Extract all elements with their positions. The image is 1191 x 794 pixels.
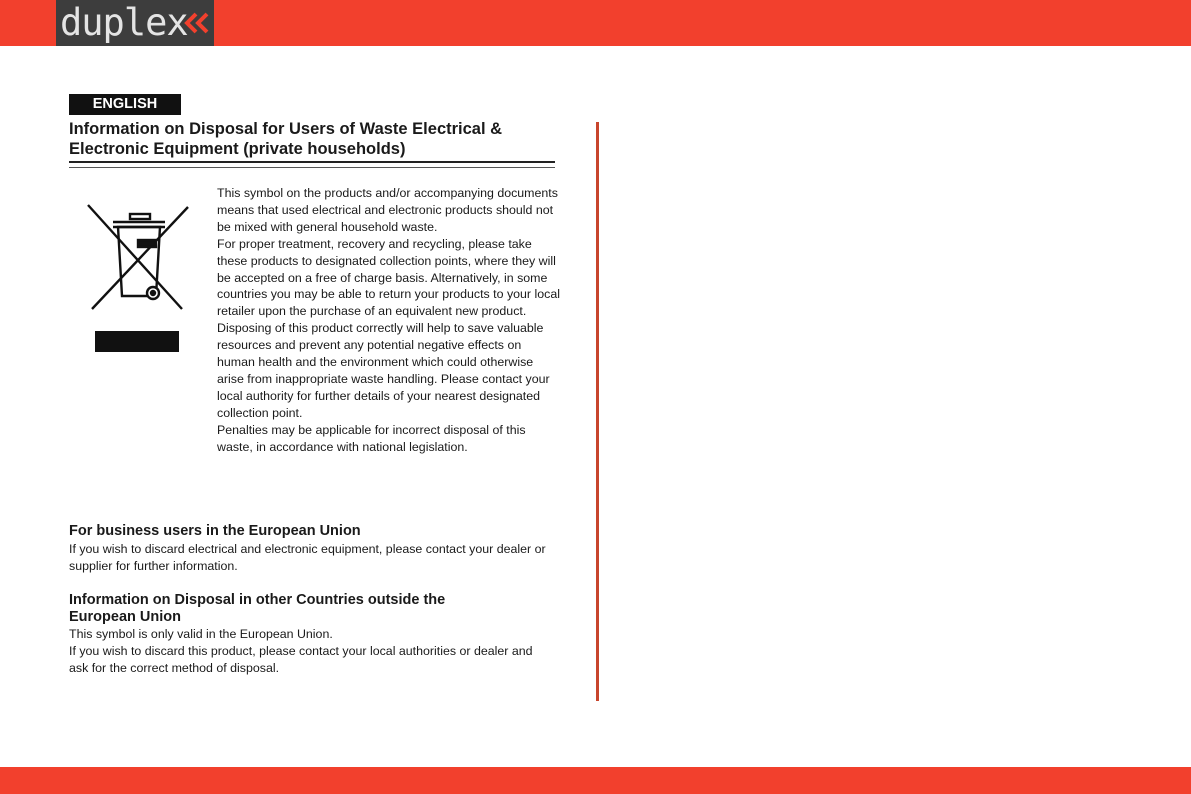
double-chevron-icon — [184, 12, 210, 34]
symbol-paragraph: Disposing of this product correctly will help to save valuable resources and prevent any potential negative effects on human health and the environment which could otherwise arise from inappropriate waste handling. Please contact your local authority for further details of your nearest designated collection point. — [217, 321, 550, 420]
symbol-description — [217, 185, 562, 456]
language-badge: ENGLISH — [69, 94, 181, 115]
logo-text: duplex — [60, 1, 188, 44]
crossed-bin-icon — [86, 203, 190, 311]
symbol-paragraph: This symbol on the products and/or accompanying documents means that used electrical and electronic products should not be mixed with general household waste. — [217, 186, 558, 234]
weee-bar — [95, 331, 179, 352]
symbol-paragraph: For proper treatment, recovery and recycling, please take these products to designated collection points, where they will be accepted on a free of charge basis. Alternatively, in some countries you may be able to return your products to your local retailer upon the purchase of an equivalent new product. — [217, 236, 560, 319]
duplex-logo — [56, 0, 214, 46]
page-title: Information on Disposal for Users of Waste Electrical & Electronic Equipment (private households) — [69, 120, 503, 158]
footer-bar — [0, 767, 1191, 794]
title-rule-thin — [69, 167, 555, 168]
business-heading: For business users in the European Union — [69, 523, 361, 539]
business-text: If you wish to discard electrical and electronic equipment, please contact your dealer or supplier for further information. — [69, 542, 546, 573]
other-countries-line2: If you wish to discard this product, please contact your local authorities or dealer and ask for the correct method of disposal. — [69, 644, 533, 675]
symbol-paragraph: Penalties may be applicable for incorrect disposal of this waste, in accordance with national legislation. — [217, 422, 526, 454]
column-divider — [596, 122, 599, 701]
title-rule — [69, 161, 555, 163]
other-countries-heading: Information on Disposal in other Countries outside the European Union — [69, 592, 446, 625]
header-bar — [0, 0, 1191, 46]
other-countries-line1: This symbol is only valid in the European Union. — [69, 627, 333, 641]
